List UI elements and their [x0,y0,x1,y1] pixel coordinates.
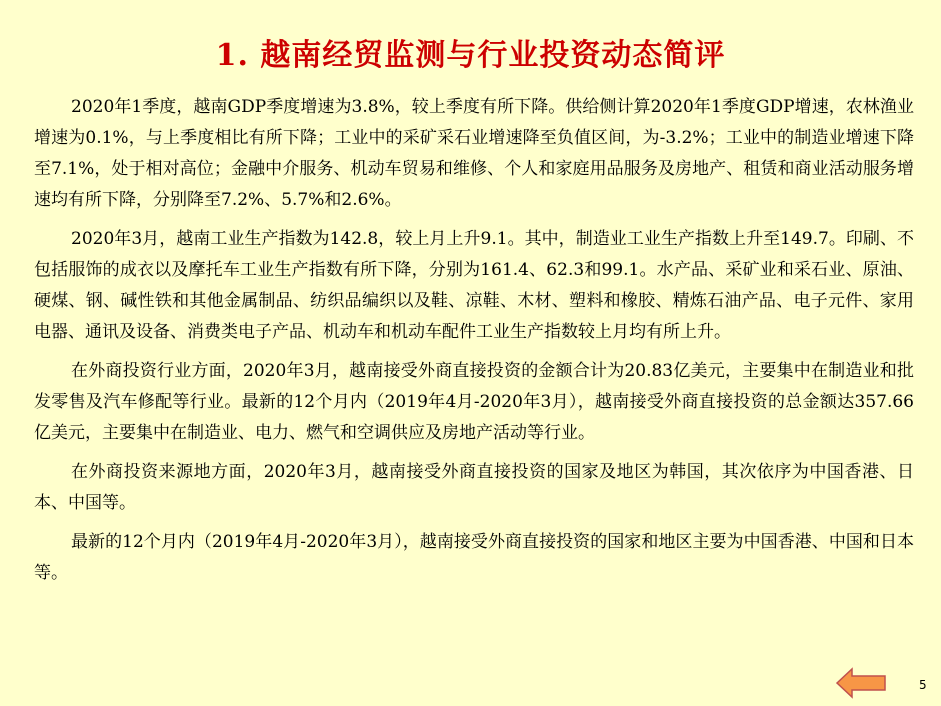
paragraph-industrial-production: 2020年3月，越南工业生产指数为142.8，较上月上升9.1。其中，制造业工业生产指数上升至149.7。印刷、不包括服饰的成衣以及摩托车工业生产指数有所下降，分别为161.4、62.3和99.1。水产品、采矿业和采石业、原油、硬煤、钢、碱性铁和其他金属制品、纺织品编织以及鞋、凉鞋、木材、塑料和橡胶、精炼石油产品、电子元件、家用电器、通讯及设备、消费类电子产品、机动车和机动车配件工业生产指数较上月均有所上升。 [34,229,914,342]
slide-title: 1. 越南经贸监测与行业投资动态简评 [215,38,726,73]
paragraph-fdi-industry: 在外商投资行业方面，2020年3月，越南接受外商直接投资的金额合计为20.83亿美元，主要集中在制造业和批发零售及汽车修配等行业。最新的12个月内（2019年4月-2020年3月），越南接受外商直接投资的总金额达357.66亿美元，主要集中在制造业、电力、燃气和空调供应及房地产活动等行业。 [34,361,914,443]
paragraph-fdi-source: 在外商投资来源地方面，2020年3月，越南接受外商直接投资的国家及地区为韩国，其次依序为中国香港、日本、中国等。 [34,462,914,513]
arrow-left-icon [835,667,887,699]
back-arrow-button[interactable] [835,667,887,699]
page-number: 5 [919,678,927,692]
paragraph-fdi-12-months: 最新的12个月内（2019年4月-2020年3月），越南接受外商直接投资的国家和地区主要为中国香港、中国和日本等。 [34,532,914,583]
paragraph-gdp: 2020年1季度，越南GDP季度增速为3.8%，较上季度有所下降。供给侧计算2020年1季度GDP增速，农林渔业增速为0.1%，与上季度相比有所下降；工业中的采矿采石业增速降至负值区间，为-3.2%；工业中的制造业增速下降至7.1%，处于相对高位；金融中介服务、机动车贸易和维修、个人和家庭用品服务及房地产、租赁和商业活动服务增速均有所下降，分别降至7.2%、5.7%和2.6%。 [34,97,914,210]
slide-body [34,92,914,597]
